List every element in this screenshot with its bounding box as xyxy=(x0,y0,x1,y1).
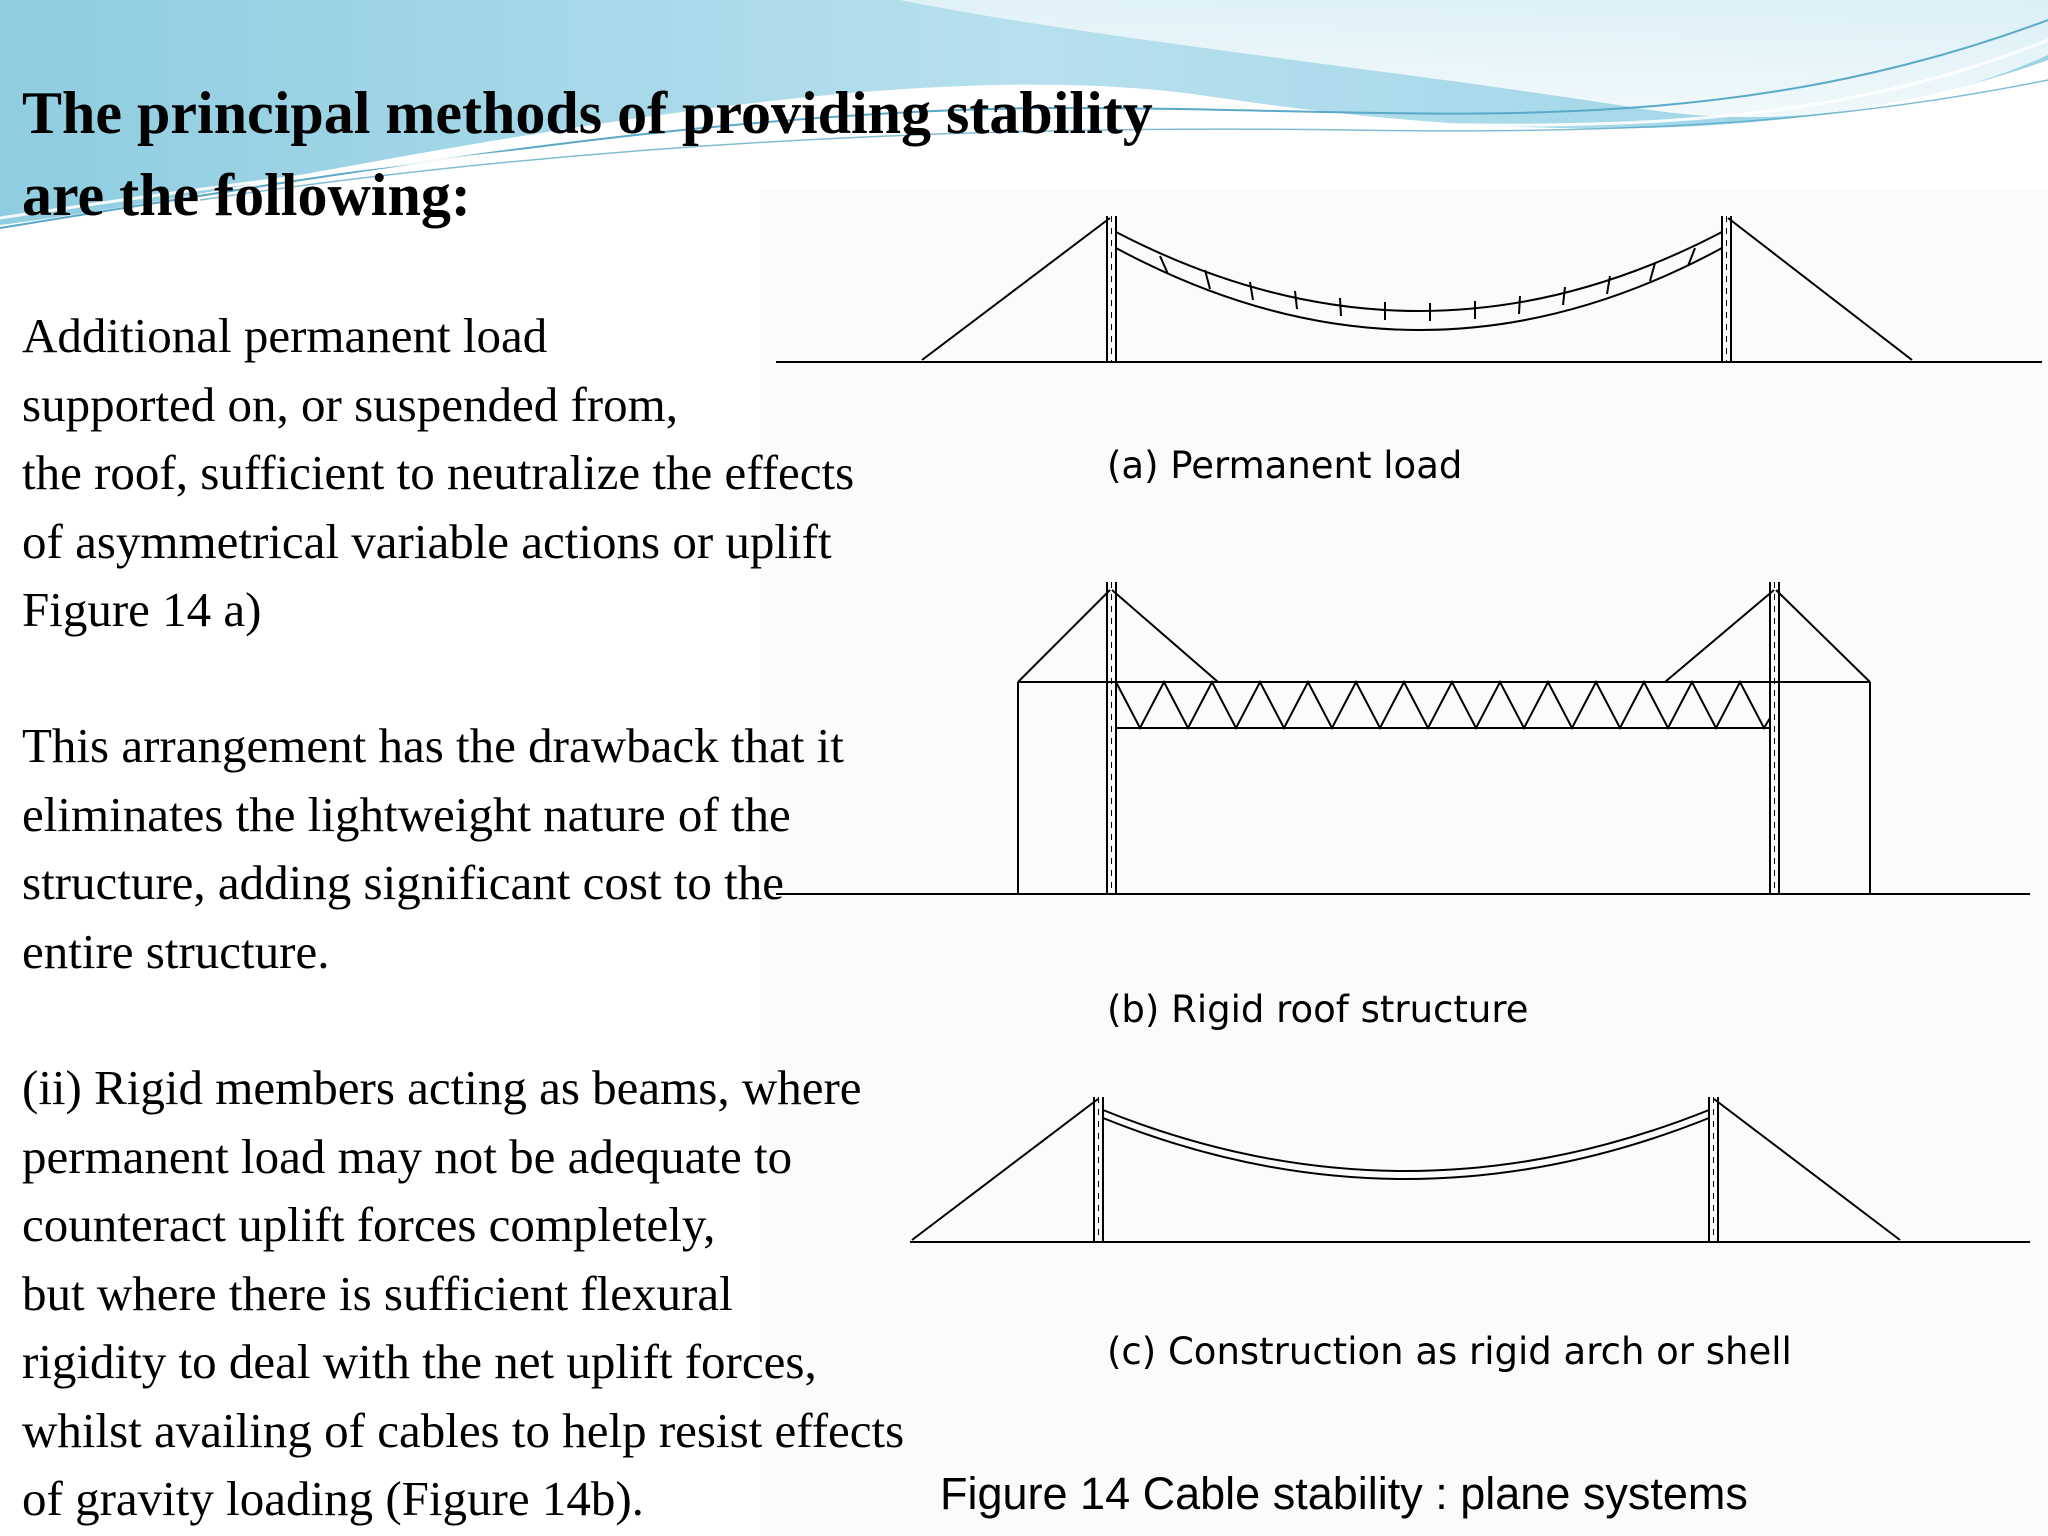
text-line: of gravity loading (Figure 14b). xyxy=(22,1471,644,1526)
stay-right-inner-b xyxy=(1665,590,1774,682)
stay-left-inner-b xyxy=(1112,590,1218,682)
truss-web-b xyxy=(1116,682,1770,728)
text-line: Additional permanent load xyxy=(22,308,548,363)
text-line: This arrangement has the drawback that it xyxy=(22,718,844,773)
slide-title xyxy=(22,72,1362,236)
stay-right-outer-b xyxy=(1776,590,1870,682)
text-line: counteract uplift forces completely, xyxy=(22,1197,716,1252)
text-line: but where there is sufficient flexural xyxy=(22,1265,733,1321)
cable-upper-a xyxy=(1116,232,1722,311)
paragraph-drawback xyxy=(22,712,1082,986)
text-line: eliminates the lightweight nature of the xyxy=(22,786,791,842)
cable-lower-a xyxy=(1116,248,1722,330)
text-line: the roof, sufficient to neutralize the effects xyxy=(22,445,855,500)
caption-rigid-arch: (c) Construction as rigid arch or shell xyxy=(1107,1330,1792,1373)
text-line: structure, adding significant cost to the xyxy=(22,855,785,910)
title-line: The principal methods of providing stability xyxy=(22,80,1153,146)
arch-lower-c xyxy=(1103,1118,1709,1179)
figure-caption: Figure 14 Cable stability : plane systems xyxy=(940,1468,1748,1519)
text-line: entire structure. xyxy=(22,923,330,979)
caption-rigid-roof: (b) Rigid roof structure xyxy=(1107,988,1529,1031)
backstay-right-a xyxy=(1728,218,1912,360)
text-line: rigidity to deal with the net uplift forces, xyxy=(22,1334,817,1389)
caption-permanent-load: (a) Permanent load xyxy=(1107,444,1463,487)
paragraph-permanent-load xyxy=(22,302,1082,645)
text-line: whilst availing of cables to help resist effects xyxy=(22,1402,905,1458)
arch-upper-c xyxy=(1103,1110,1709,1171)
text-line: Figure 14 a) xyxy=(22,582,262,637)
text-line: (ii) Rigid members acting as beams, where xyxy=(22,1060,862,1115)
backstay-right-c xyxy=(1714,1099,1900,1240)
text-line: permanent load may not be adequate to xyxy=(22,1128,793,1184)
title-line: are the following: xyxy=(22,162,471,228)
paragraph-rigid-members xyxy=(22,1054,1082,1534)
text-line: of asymmetrical variable actions or uplift xyxy=(22,513,832,569)
text-line: supported on, or suspended from, xyxy=(22,376,678,432)
